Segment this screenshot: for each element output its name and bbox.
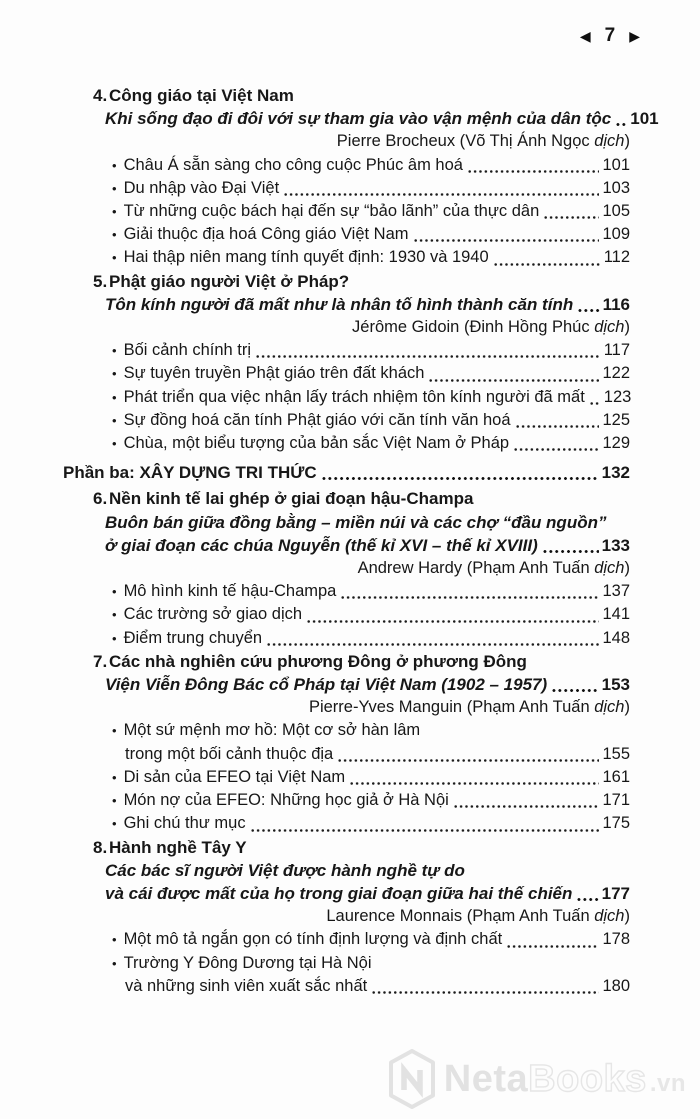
toc-row-subtitle bbox=[63, 107, 659, 130]
toc-entry-title: Hành nghề Tây Y bbox=[109, 837, 247, 857]
toc-entry-title: Bối cảnh chính trị bbox=[123, 341, 252, 360]
author-name: Laurence Monnais bbox=[326, 907, 463, 926]
bullet-icon: • bbox=[112, 955, 117, 971]
toc-entry-title: Một mô tả ngắn gọn có tính định lượng và định chất bbox=[123, 930, 503, 949]
dot-leader bbox=[542, 550, 599, 553]
toc-entry-number: 7. bbox=[93, 651, 108, 671]
netabooks-watermark bbox=[389, 1049, 686, 1109]
toc-row-cont bbox=[63, 975, 630, 998]
toc-row-cont bbox=[63, 743, 630, 766]
page-ref: 116 bbox=[602, 294, 630, 314]
translator-label: dịch bbox=[594, 132, 625, 151]
toc-row-bullet bbox=[63, 200, 630, 223]
page-ref: 133 bbox=[601, 535, 630, 555]
toc-entry-title: Một sứ mệnh mơ hồ: Một cơ sở hàn lâm bbox=[123, 721, 421, 740]
dot-leader bbox=[467, 170, 600, 173]
toc-entry-title: Khi sống đạo đi đôi với sự tham gia vào vận mệnh của dân tộc bbox=[105, 109, 612, 129]
toc-row-bullet bbox=[63, 928, 630, 951]
bullet-icon: • bbox=[112, 436, 117, 452]
bullet-icon: • bbox=[112, 227, 117, 243]
page-ref: 132 bbox=[601, 463, 630, 483]
bullet-icon: • bbox=[112, 250, 117, 266]
author-credit: Jérôme Gidoin (Đinh Hồng Phúc dịch) bbox=[352, 318, 630, 337]
toc-row-subtitle bbox=[63, 293, 630, 316]
page-ref: 109 bbox=[602, 225, 630, 244]
toc-row-bullet bbox=[63, 223, 630, 246]
toc-row-bullet bbox=[63, 952, 630, 975]
toc-entry-title: Các trường sở giao dịch bbox=[123, 605, 303, 624]
dot-leader bbox=[337, 759, 599, 762]
translator-label: dịch bbox=[594, 907, 625, 926]
dot-leader bbox=[493, 263, 601, 266]
page-ref: 129 bbox=[602, 434, 630, 453]
toc-entry-title: Ghi chú thư mục bbox=[123, 814, 246, 833]
dot-leader bbox=[283, 193, 599, 196]
page-number: 7 bbox=[604, 25, 616, 46]
toc-entry-title: Viện Viễn Đông Bác cổ Pháp tại Việt Nam (1902 – 1957) bbox=[105, 675, 548, 695]
toc-row-bullet bbox=[63, 580, 630, 603]
page-ref: 123 bbox=[603, 387, 632, 406]
watermark-neta-text: Neta bbox=[443, 1058, 529, 1100]
translator-label: dịch bbox=[594, 698, 625, 717]
dot-leader bbox=[576, 898, 598, 901]
page-ref: 153 bbox=[601, 675, 630, 695]
dot-leader bbox=[306, 620, 599, 623]
page-ref: 155 bbox=[602, 744, 630, 763]
toc-row-section bbox=[63, 270, 630, 293]
toc-entry-title: Phật giáo người Việt ở Pháp? bbox=[109, 271, 350, 291]
toc-entry-title: Nền kinh tế lai ghép ở giai đoạn hậu-Champa bbox=[109, 489, 474, 509]
toc-row-bullet bbox=[63, 432, 630, 455]
toc-entry-title: Di sản của EFEO tại Việt Nam bbox=[123, 767, 346, 786]
page-nav bbox=[580, 26, 640, 45]
page-ref: 122 bbox=[602, 364, 630, 383]
toc-entry-title: Món nợ của EFEO: Những học giả ở Hà Nội bbox=[123, 791, 449, 810]
toc-row-bullet bbox=[63, 154, 630, 177]
page-ref: 103 bbox=[602, 178, 630, 197]
bullet-icon: • bbox=[112, 180, 117, 196]
dot-leader bbox=[340, 596, 599, 599]
translator-name: Phạm Anh Tuấn bbox=[472, 698, 590, 717]
author-credit: Pierre-Yves Manguin (Phạm Anh Tuấn dịch) bbox=[308, 698, 630, 717]
bullet-icon: • bbox=[112, 204, 117, 220]
bullet-icon: • bbox=[112, 932, 117, 948]
bullet-icon: • bbox=[112, 343, 117, 359]
toc-entry-number: 6. bbox=[93, 489, 108, 509]
page-ref: 137 bbox=[602, 582, 630, 601]
page-ref: 112 bbox=[603, 248, 630, 267]
author-credit: Andrew Hardy (Phạm Anh Tuấn dịch) bbox=[357, 559, 630, 578]
toc-entry-title: Chùa, một biểu tượng của bản sắc Việt Nam ở Pháp bbox=[123, 434, 510, 453]
toc-row-bullet bbox=[63, 812, 630, 835]
page-ref: 171 bbox=[602, 791, 630, 810]
toc-row-bullet bbox=[63, 409, 630, 432]
toc-entry-title: Điểm trung chuyển bbox=[123, 628, 263, 647]
dot-leader bbox=[266, 643, 599, 646]
toc-row-subtitle bbox=[63, 882, 630, 905]
toc-row-part bbox=[63, 461, 630, 484]
dot-leader bbox=[615, 123, 627, 126]
toc-entry-number: 5. bbox=[93, 271, 108, 291]
page-ref: 105 bbox=[602, 202, 630, 221]
toc-row-section bbox=[63, 487, 630, 510]
toc-row-bullet bbox=[63, 789, 630, 812]
translator-name: Đinh Hồng Phúc bbox=[469, 318, 590, 337]
toc-entry-title: Mô hình kinh tế hậu-Champa bbox=[123, 582, 337, 601]
bullet-icon: • bbox=[112, 607, 117, 623]
dot-leader bbox=[577, 309, 599, 312]
toc-entry-number: 8. bbox=[93, 837, 108, 857]
toc-entry-title: Giải thuộc địa hoá Công giáo Việt Nam bbox=[123, 225, 409, 244]
toc-row-subtitle bbox=[63, 859, 630, 882]
toc-row-bullet bbox=[63, 766, 630, 789]
page-ref: 101 bbox=[602, 155, 630, 174]
bullet-icon: • bbox=[112, 723, 117, 739]
toc-row-subtitle bbox=[63, 534, 630, 557]
dot-leader bbox=[250, 829, 600, 832]
dot-leader bbox=[506, 945, 599, 948]
page-ref: 178 bbox=[602, 930, 630, 949]
toc-entry-number: 4. bbox=[93, 86, 108, 105]
toc-row-section bbox=[63, 836, 630, 859]
dot-leader bbox=[515, 425, 600, 428]
toc-entry-title: Buôn bán giữa đồng bằng – miền núi và các chợ “đầu nguồn” bbox=[105, 512, 607, 532]
toc-row-subtitle bbox=[63, 511, 630, 534]
dot-leader bbox=[321, 477, 599, 480]
toc bbox=[63, 84, 659, 998]
dot-leader bbox=[413, 239, 600, 242]
toc-row-bullet bbox=[63, 603, 630, 626]
toc-row-author bbox=[63, 130, 630, 153]
watermark-vn-text: .vn bbox=[649, 1070, 686, 1097]
translator-name: Phạm Anh Tuấn bbox=[472, 907, 590, 926]
page-ref: 177 bbox=[601, 883, 630, 903]
toc-entry-title: trong một bối cảnh thuộc địa bbox=[125, 744, 334, 763]
bullet-icon: • bbox=[112, 584, 117, 600]
bullet-icon: • bbox=[112, 769, 117, 785]
toc-entry-title: Các nhà nghiên cứu phương Đông ở phương Đông bbox=[109, 651, 527, 671]
dot-leader bbox=[453, 805, 600, 808]
toc-row-bullet bbox=[63, 246, 630, 269]
dot-leader bbox=[255, 355, 601, 358]
author-credit: Pierre Brocheux (Võ Thị Ánh Ngọc dịch) bbox=[336, 132, 630, 151]
toc-entry-title: Phát triển qua việc nhận lấy trách nhiệm tôn kính người đã mất bbox=[123, 387, 585, 406]
bullet-icon: • bbox=[112, 157, 117, 173]
translator-label: dịch bbox=[594, 318, 625, 337]
toc-entry-title: Các bác sĩ người Việt được hành nghề tự do bbox=[105, 860, 465, 880]
dot-leader bbox=[551, 689, 598, 692]
bullet-icon: • bbox=[112, 793, 117, 809]
toc-entry-title: Hai thập niên mang tính quyết định: 1930 và 1940 bbox=[123, 248, 489, 267]
toc-entry-title: Công giáo tại Việt Nam bbox=[109, 86, 294, 105]
bullet-icon: • bbox=[112, 412, 117, 428]
toc-row-bullet bbox=[63, 627, 630, 650]
author-name: Andrew Hardy bbox=[357, 559, 463, 578]
toc-entry-title: Sự đồng hoá căn tính Phật giáo với căn tính văn hoá bbox=[123, 410, 511, 429]
page-ref: 148 bbox=[602, 628, 630, 647]
dot-leader bbox=[349, 782, 599, 785]
toc-row-bullet bbox=[63, 719, 630, 742]
bullet-icon: • bbox=[112, 816, 117, 832]
author-credit: Laurence Monnais (Phạm Anh Tuấn dịch) bbox=[326, 907, 630, 926]
toc-row-author bbox=[63, 696, 630, 719]
author-name: Jérôme Gidoin bbox=[352, 318, 460, 337]
toc-row-bullet bbox=[63, 177, 630, 200]
toc-entry-title: ở giai đoạn các chúa Nguyễn (thế kỉ XVI – thế kỉ XVIII) bbox=[105, 535, 538, 555]
dot-leader bbox=[371, 991, 599, 994]
bullet-icon: • bbox=[112, 389, 117, 405]
toc-row-author bbox=[63, 557, 630, 580]
author-name: Pierre Brocheux bbox=[336, 132, 456, 151]
toc-entry-title: Châu Á sẵn sàng cho công cuộc Phúc âm hoá bbox=[123, 155, 463, 174]
prev-page-icon[interactable]: ◀ bbox=[579, 27, 591, 44]
toc-entry-title: Sự tuyên truyền Phật giáo trên đất khách bbox=[123, 364, 425, 383]
toc-row-bullet bbox=[63, 362, 630, 385]
page-ref: 161 bbox=[602, 767, 630, 786]
page-ref: 180 bbox=[602, 976, 630, 995]
toc-entry-title: và cái được mất của họ trong giai đoạn giữa hai thế chiến bbox=[105, 883, 573, 903]
dot-leader bbox=[513, 448, 599, 451]
next-page-icon[interactable]: ▶ bbox=[629, 27, 640, 44]
toc-row-section bbox=[63, 84, 630, 107]
toc-entry-title: Trường Y Đông Dương tại Hà Nội bbox=[123, 953, 372, 972]
netabooks-logo-icon bbox=[389, 1049, 435, 1109]
page-ref: 175 bbox=[602, 814, 630, 833]
toc-entry-title: Từ những cuộc bách hại đến sự “bảo lãnh” của thực dân bbox=[123, 202, 540, 221]
toc-entry-title: Du nhập vào Đại Việt bbox=[123, 178, 280, 197]
page-ref: 141 bbox=[602, 605, 630, 624]
toc-entry-title: và những sinh viên xuất sắc nhất bbox=[125, 976, 368, 995]
netabooks-wordmark bbox=[444, 1060, 686, 1098]
page-ref: 101 bbox=[630, 109, 659, 129]
dot-leader bbox=[543, 216, 599, 219]
toc-row-subtitle bbox=[63, 673, 630, 696]
dot-leader bbox=[589, 402, 601, 405]
translator-name: Võ Thị Ánh Ngọc bbox=[465, 132, 590, 151]
translator-label: dịch bbox=[594, 559, 625, 578]
watermark-books-text: Books bbox=[528, 1058, 647, 1100]
bullet-icon: • bbox=[112, 366, 117, 382]
dot-leader bbox=[428, 379, 599, 382]
toc-entry-title: Tôn kính người đã mất như là nhân tố hình thành căn tính bbox=[105, 294, 574, 314]
toc-row-author bbox=[63, 316, 630, 339]
page-ref: 117 bbox=[603, 341, 630, 360]
toc-row-section bbox=[63, 650, 630, 673]
translator-name: Phạm Anh Tuấn bbox=[472, 559, 590, 578]
bullet-icon: • bbox=[112, 630, 117, 646]
page-ref: 125 bbox=[602, 410, 630, 429]
toc-row-bullet bbox=[63, 339, 630, 362]
author-name: Pierre-Yves Manguin bbox=[308, 698, 463, 717]
toc-row-bullet bbox=[63, 386, 630, 409]
toc-row-author bbox=[63, 905, 630, 928]
toc-entry-title: Phần ba: XÂY DỰNG TRI THỨC bbox=[63, 463, 317, 483]
